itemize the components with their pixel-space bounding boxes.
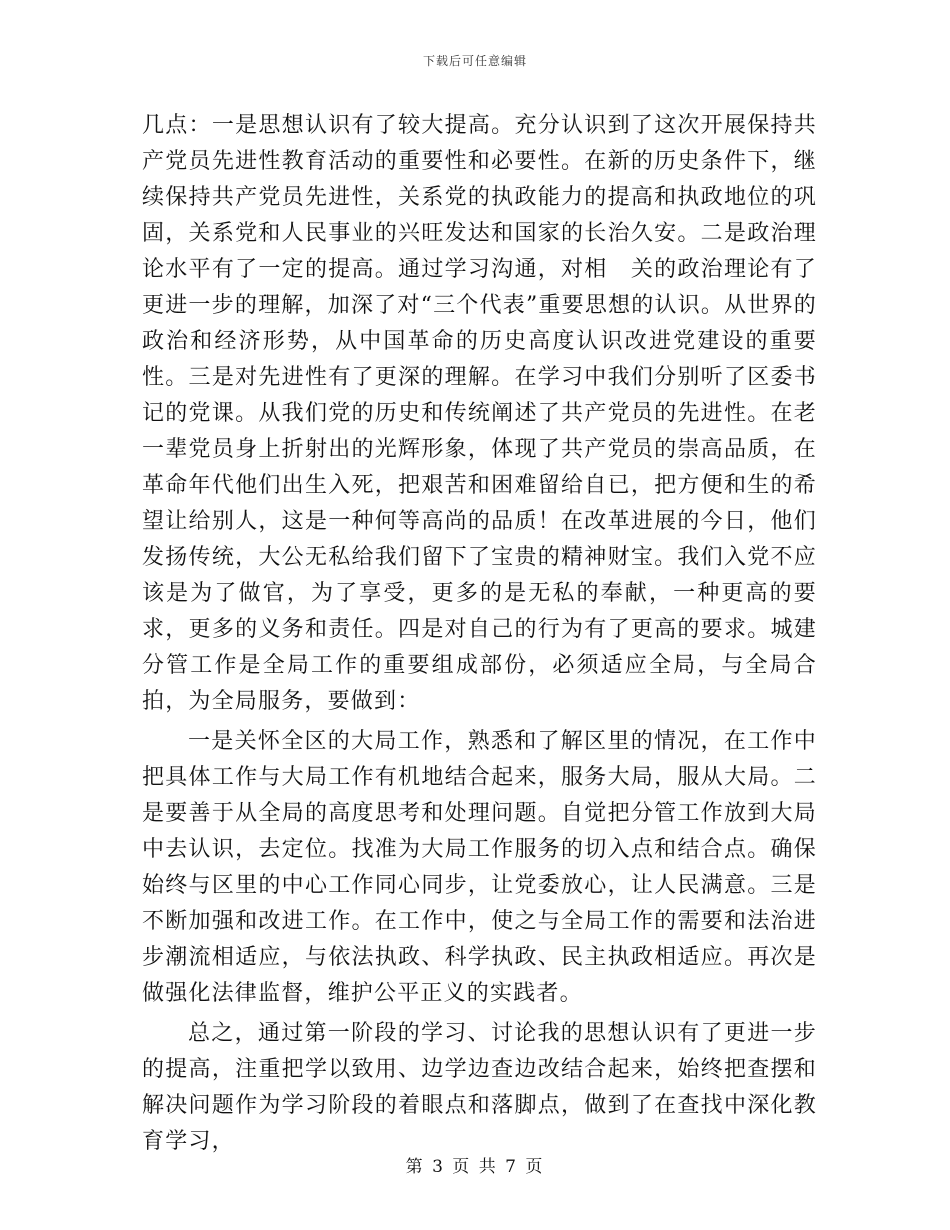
- paragraph-3: 总之，通过第一阶段的学习、讨论我的思想认识有了更进一步的提高，注重把学以致用、边学边查边改结合起来，始终把查摆和解决问题作为学习阶段的着眼点和落脚点，做到了在查找中深化教育学习，: [142, 1021, 817, 1154]
- page-header-note: 下载后可任意编辑: [422, 54, 527, 68]
- paragraph-2: 一是关怀全区的大局工作，熟悉和了解区里的情况，在工作中把具体工作与大局工作有机地结合起来，服务大局，服从大局。二是要善于从全局的高度思考和处理问题。自觉把分管工作放到大局中去认识，去定位。找准为大局工作服务的切入点和结合点。确保始终与区里的中心工作同心同步，让党委放心，让人民满意。三是不断加强和改进工作。在工作中，使之与全局工作的需要和法治进步潮流相适应，与依法执政、科学执政、民主执政相适应。再次是做强化法律监督，维护公平正义的实践者。: [142, 729, 817, 1006]
- document-body: [142, 108, 817, 1160]
- paragraph-1: 几点：一是思想认识有了较大提高。充分认识到了这次开展保持共产党员先进性教育活动的重要性和必要性。在新的历史条件下，继续保持共产党员先进性，关系党的执政能力的提高和执政地位的巩固，关系党和人民事业的兴旺发达和国家的长治久安。二是政治理论水平有了一定的提高。通过学习沟通，对相 关的政治理论有了更进一步的理解，加深了对“三个代表”重要思想的认识。从世界的政治和经济形势，从中国革命的历史高度认识改进党建设的重要性。三是对先进性有了更深的理解。在学习中我们分别听了区委书记的党课。从我们党的历史和传统阐述了共产党员的先进性。在老一辈党员身上折射出的光辉形象，体现了共产党员的崇高品质，在革命年代他们出生入死，把艰苦和困难留给自已，把方便和生的希望让给别人，这是一种何等高尚的品质！在改革进展的今日，他们发扬传统，大公无私给我们留下了宝贵的精神财宝。我们入党不应该是为了做官，为了享受，更多的是无私的奉献，一种更高的要求，更多的义务和责任。四是对自己的行为有了更高的要求。城建分管工作是全局工作的重要组成部份，必须适应全局，与全局合拍，为全局服务，要做到：: [142, 113, 817, 714]
- page-number: 第 3 页 共 7 页: [405, 1157, 545, 1177]
